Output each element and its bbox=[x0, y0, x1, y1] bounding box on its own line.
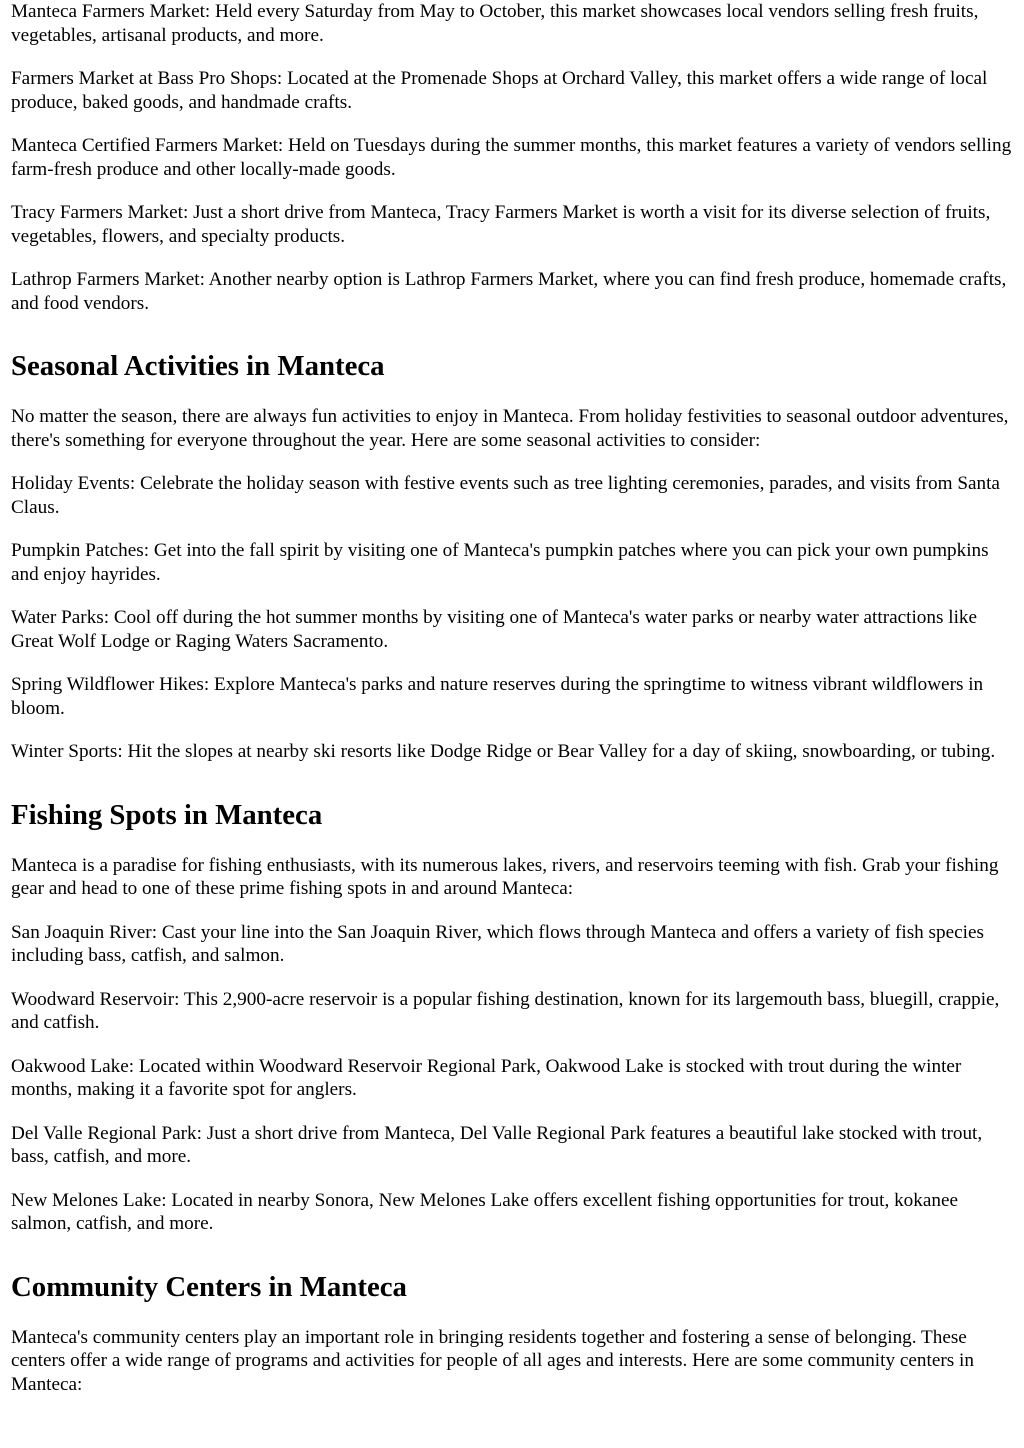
paragraph-bass-pro-farmers-market: Farmers Market at Bass Pro Shops: Located at the Promenade Shops at Orchard Valley, this market offers a wide range of local produce, baked goods, and handmade crafts. bbox=[11, 68, 988, 113]
paragraph-winter-sports: Winter Sports: Hit the slopes at nearby ski resorts like Dodge Ridge or Bear Valley for a day of skiing, snowboarding, or tubing. bbox=[11, 741, 996, 762]
paragraph-water-parks: Water Parks: Cool off during the hot summer months by visiting one of Manteca's water parks or nearby water attractions like Great Wolf Lodge or Raging Waters Sacramento. bbox=[11, 607, 978, 652]
paragraph-woodward-reservoir: Woodward Reservoir: This 2,900-acre reservoir is a popular fishing destination, known for its largemouth bass, bluegill, crappie, and catfish. bbox=[11, 988, 1000, 1033]
paragraph-pumpkin-patches: Pumpkin Patches: Get into the fall spirit by visiting one of Manteca's pumpkin patches where you can pick your own pumpkins and enjoy hayrides. bbox=[11, 540, 989, 585]
paragraph-fishing-intro: Manteca is a paradise for fishing enthusiasts, with its numerous lakes, rivers, and reservoirs teeming with fish. Grab your fishing gear and head to one of these prime fishing spots in and around Manteca: bbox=[11, 854, 999, 899]
paragraph-oakwood-lake: Oakwood Lake: Located within Woodward Reservoir Regional Park, Oakwood Lake is stocked with trout during the winter months, making it a favorite spot for anglers. bbox=[11, 1055, 962, 1100]
heading-community-centers: Community Centers in Manteca bbox=[11, 1270, 407, 1303]
fishing-spots-section bbox=[11, 798, 1014, 1236]
paragraph-community-intro: Manteca's community centers play an important role in bringing residents together and fostering a sense of belonging. These centers offer a wide range of programs and activities for people of all ages and interests. Here are some community centers in Manteca: bbox=[11, 1326, 974, 1395]
paragraph-lathrop-farmers-market: Lathrop Farmers Market: Another nearby option is Lathrop Farmers Market, where you can find fresh produce, homemade crafts, and food vendors. bbox=[11, 269, 1007, 314]
paragraph-new-melones-lake: New Melones Lake: Located in nearby Sonora, New Melones Lake offers excellent fishing opportunities for trout, kokanee salmon, catfish, and more. bbox=[11, 1189, 958, 1234]
paragraph-tracy-farmers-market: Tracy Farmers Market: Just a short drive from Manteca, Tracy Farmers Market is worth a visit for its diverse selection of fruits, vegetables, flowers, and specialty products. bbox=[11, 202, 991, 247]
seasonal-activities-section bbox=[11, 349, 1014, 764]
paragraph-wildflower-hikes: Spring Wildflower Hikes: Explore Manteca's parks and nature reserves during the springtime to witness vibrant wildflowers in bloom. bbox=[11, 674, 984, 719]
paragraph-san-joaquin-river: San Joaquin River: Cast your line into the San Joaquin River, which flows through Manteca and offers a variety of fish species including bass, catfish, and salmon. bbox=[11, 921, 984, 966]
paragraph-seasonal-intro: No matter the season, there are always fun activities to enjoy in Manteca. From holiday festivities to seasonal outdoor adventures, there's something for everyone throughout the year. Here are some seasonal activities to consider: bbox=[11, 406, 1009, 451]
paragraph-del-valle-park: Del Valle Regional Park: Just a short drive from Manteca, Del Valle Regional Park features a beautiful lake stocked with trout, bass, catfish, and more. bbox=[11, 1122, 983, 1167]
heading-seasonal-activities: Seasonal Activities in Manteca bbox=[11, 350, 385, 382]
farmers-markets-section bbox=[11, 0, 1014, 315]
paragraph-holiday-events: Holiday Events: Celebrate the holiday season with festive events such as tree lighting ceremonies, parades, and visits from Santa Claus. bbox=[11, 473, 1000, 518]
paragraph-certified-farmers-market: Manteca Certified Farmers Market: Held on Tuesdays during the summer months, this market features a variety of vendors selling farm-fresh produce and other locally-made goods. bbox=[11, 135, 1012, 180]
heading-fishing-spots: Fishing Spots in Manteca bbox=[11, 798, 323, 831]
community-centers-section bbox=[11, 1270, 1014, 1397]
paragraph-manteca-farmers-market: Manteca Farmers Market: Held every Saturday from May to October, this market showcases local vendors selling fresh fruits, vegetables, artisanal products, and more. bbox=[11, 1, 979, 46]
